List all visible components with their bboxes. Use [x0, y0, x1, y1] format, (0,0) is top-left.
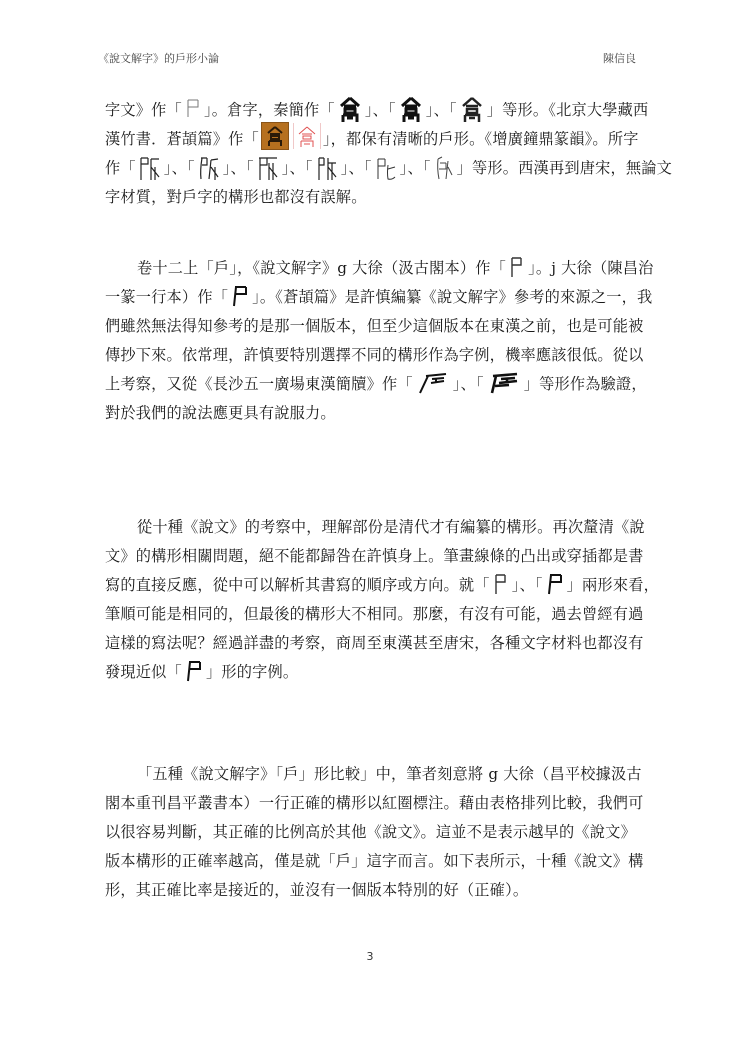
text-line: 字材質，對戶字的構形也都沒有誤解。: [105, 188, 367, 206]
text-line: 閣本重刊昌平叢書本）一行正確的構形以紅圈標注。藉由表格排列比較，我們可: [105, 794, 644, 812]
text-line: 上考察，又從《長沙五一廣場東漢簡牘》作「 」、「 」等形作為驗證，: [105, 370, 635, 399]
glyph-suo-seal-icon: [434, 155, 454, 177]
glyph-suo-seal-icon: [375, 155, 397, 177]
text-line: 字文》作「 」。倉字，秦簡作「 」、「 」、「 」等形。《北京大學藏西: [105, 96, 635, 125]
glyph-suo-seal-icon: [257, 155, 279, 177]
glyph-hu-j-icon: [231, 284, 249, 306]
glyph-suo-seal-icon: [316, 155, 338, 177]
paragraph-4: [105, 760, 644, 905]
text-line: 從十種《說文》的考察中，理解部份是清代才有編纂的構形。再次釐清《說: [137, 518, 645, 536]
running-header-title: 《說文解字》的戶形小論: [98, 52, 219, 65]
text-line: 漢竹書．蒼頡篇》作「 」，都保有清晰的戶形。《增廣鐘鼎篆韻》。所字: [105, 125, 635, 154]
glyph-cang-red-outline-icon: [293, 123, 321, 149]
text-line: 卷十二上「戶」，《說文解字》g 大徐（汲古閣本）作「 」。j 大徐（陳昌治: [105, 254, 635, 283]
glyph-cang-bold-icon: [399, 97, 423, 119]
glyph-hu-slip-icon: [416, 371, 450, 393]
glyph-hu-g-icon: [509, 255, 525, 277]
glyph-suo-seal-icon: [139, 155, 161, 177]
glyph-hu-slip-icon: [487, 371, 521, 393]
text-line: 筆順可能是相同的，但最後的構形大不相同。那麼，有沒有可能，過去曾經有過: [105, 605, 644, 623]
glyph-cang-wood-slip-icon: [261, 122, 289, 150]
text-line: 版本構形的正確率越高，僅是就「戶」這字而言。如下表所示，十種《說文》構: [105, 852, 644, 870]
text-line: 傳抄下來。依常理，許慎要特別選擇不同的構形作為字例，機率應該很低。從以: [105, 346, 644, 364]
text-line: 文》的構形相關問題，絕不能都歸咎在許慎身上。筆畫線條的凸出或穿插都是書: [105, 547, 644, 565]
glyph-cang-bold-icon: [338, 97, 362, 119]
paragraph-2: [105, 254, 654, 428]
text-line: 寫的直接反應，從中可以解析其書寫的順序或方向。就「 」、「 」兩形來看，: [105, 571, 635, 600]
glyph-hu-j-icon: [185, 659, 203, 681]
text-line: 以很容易判斷，其正確的比例高於其他《說文》。這並不是表示越早的《說文》: [105, 823, 636, 841]
paragraph-1: [105, 96, 673, 212]
text-line: 們雖然無法得知參考的是那一個版本，但至少這個版本在東漢之前，也是可能被: [105, 317, 644, 335]
glyph-cang-bold-icon: [460, 97, 484, 119]
text-line: 對於我們的說法應更具有說服力。: [105, 404, 336, 422]
page-number: 3: [366, 950, 374, 963]
text-line: 「五種《說文解字》「戶」形比較」中，筆者刻意將 g 大徐（昌平校據汲古: [137, 765, 642, 783]
glyph-suo-seal-icon: [198, 155, 220, 177]
text-line: 一篆一行本）作「 」。《蒼頡篇》是許慎編纂《說文解字》參考的來源之一，我: [105, 283, 635, 312]
paragraph-3: [105, 513, 659, 687]
text-line: 形，其正確比率是接近的，並沒有一個版本特別的好（正確）。: [105, 881, 529, 899]
glyph-hu-thin-icon: [185, 97, 201, 119]
text-line: 這樣的寫法呢？經過詳盡的考察，商周至東漢甚至唐宋，各種文字材料也都沒有: [105, 634, 644, 652]
running-header: [98, 50, 636, 66]
text-line: 發現近似「 」形的字例。: [105, 658, 635, 687]
glyph-hu-g-icon: [493, 572, 509, 594]
text-line: 作「 」、「 」、「 」、「 」、「 」、「 」等形。西漢再到唐宋，無論文: [105, 154, 635, 183]
running-header-author: 陳信良: [603, 52, 636, 65]
glyph-hu-j-icon: [546, 572, 564, 594]
